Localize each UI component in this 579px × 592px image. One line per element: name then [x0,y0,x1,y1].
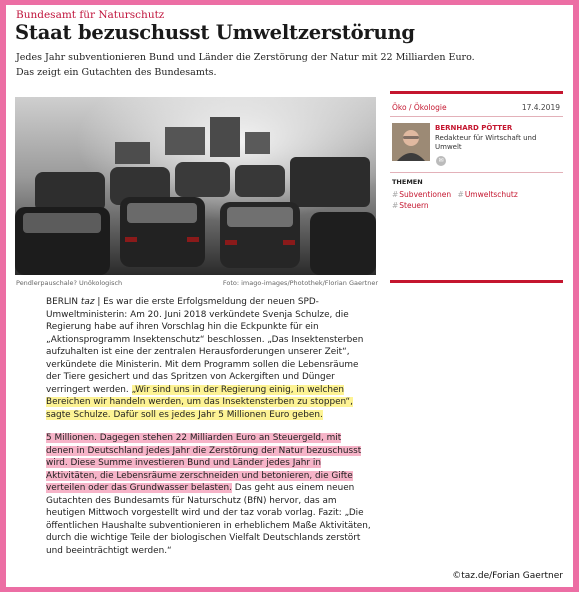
article-headline: Staat bezuschusst Umweltzerstörung [15,21,415,44]
publish-date: 17.4.2019 [521,103,560,112]
traffic-jam-image [15,97,376,275]
themen-heading: THEMEN [392,178,423,186]
article-page [6,5,573,587]
divider [390,172,563,173]
divider [390,116,563,117]
photo-credit: Foto: imago-images/Photothek/Florian Gaertner [222,279,378,287]
category-link[interactable]: Öko / Ökologie [392,103,447,112]
mail-icon[interactable]: ✉ [436,156,446,166]
author-avatar[interactable] [392,123,430,161]
source-label: taz [80,297,95,307]
tag-list [392,189,562,211]
tag-link[interactable]: #Subventionen [392,190,452,199]
article-lead: Jedes Jahr subventionieren Bund und Länder die Zerstörung der Natur mit 22 Milliarden Euro. Das zeigt ein Gutachten des Bundesamts. [16,52,475,78]
tag-link[interactable]: #Umweltschutz [457,190,518,199]
paragraph [46,432,371,557]
article-body [46,296,371,568]
dateline: BERLIN [46,297,79,307]
author-role: Redakteur für Wirtschaft und Umwelt [435,134,537,151]
paragraph [46,296,371,421]
article-kicker[interactable]: Bundesamt für Naturschutz [16,9,165,21]
sidebar-meta [392,103,562,112]
highlighted-passage: 5 Millionen. Dagegen stehen 22 Milliarden Euro an Steuergeld, mit denen in Deutschland jedes Jahr die Zerstörung der Natur bezuschusst wird. Diese Summe investieren Bund und Länder jedes Jahr in Aktivitäten, die Lebensräume zerschneiden und betonieren, die Gifte verteilen oder das Grundwasser belasten. [46,433,362,493]
photo-caption-row [16,279,378,287]
person-icon [392,123,430,161]
article-sidebar [390,91,563,283]
author-name[interactable]: BERNHARD PÖTTER [435,124,513,132]
paragraph-text: Das geht aus einem neuen Gutachten des Bundesamts für Naturschutz (BfN) hervor, das am heutigen Mittwoch vorgestellt wird und der taz vorab vorlag. Fazit: „Die öffentlichen Haushalte subventionieren in erheblichem Maße Aktivitäten, durch die wichtige Teile der biologischen Vielfalt Deutschlands zerstört und beeinträchtigt werden.“ [46,483,371,556]
tag-link[interactable]: #Steuern [392,201,429,210]
article-photo [15,97,376,275]
photo-caption: Pendlerpauschale? Unökologisch [16,279,123,287]
highlighted-quote: „Wir sind uns in der Regierung einig, in welchen Bereichen wir handeln werden, um das Insektensterben zu stoppen“, sagte Schulze. Dafür soll es jedes Jahr 5 Millionen Euro geben. [46,384,353,420]
image-credit-watermark: ©taz.de/Forian Gaertner [452,571,563,581]
paragraph-text: | Es war die erste Erfolgsmeldung der neuen SPD-Umweltministerin: Am 20. Juni 2018 verkündete Svenja Schulze, die Regierung habe auf ihren Vorschlag hin die Eckpunkte für ein „Aktionsprogramm Insektenschutz“ beschlossen. „Das Insektensterben aufzuhalten ist eine der zentralen Herausforderungen unserer Zeit“, verkündete die Ministerin. Mit dem Programm sollen die Lebensräume der Tiere gesichert und das Spritzen von Ackergiften und Dünger verringert werden. [46,297,364,395]
